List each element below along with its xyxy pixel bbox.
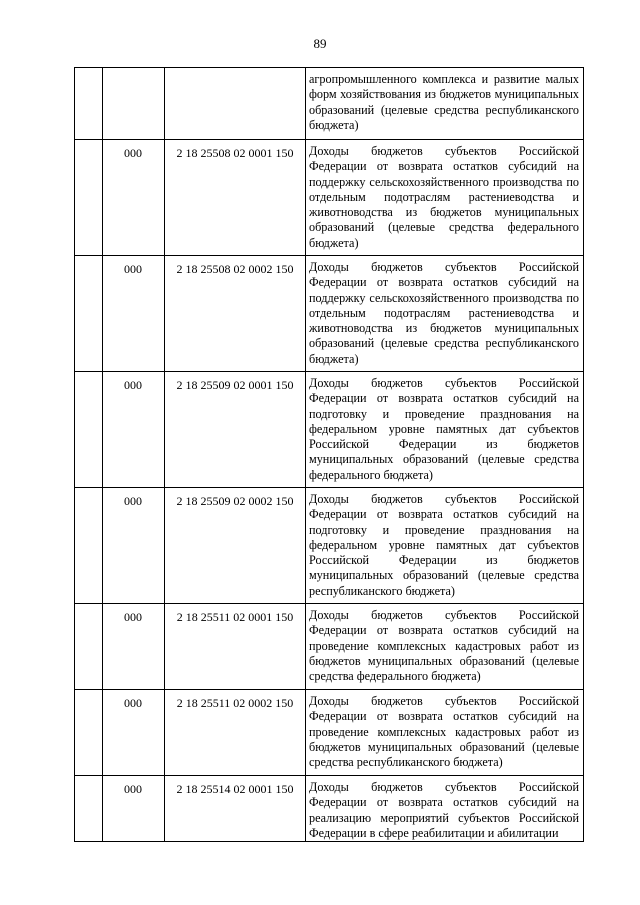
table-row	[75, 139, 583, 256]
admin-code-cell: 000	[124, 610, 142, 624]
table-row	[75, 689, 583, 776]
budget-code-cell: 2 18 25509 02 0001 150	[176, 378, 294, 392]
income-name-cell: Доходы бюджетов субъектов Российской Федерации от возврата остатков субсидий на поддержку сельскохозяйственного производства по отдельным подотраслям растениеводства и животноводства из бюджетов муниципальных образований (целевые средства федерального бюджета)	[309, 144, 579, 250]
table-row	[75, 775, 583, 842]
budget-code-cell: 2 18 25514 02 0001 150	[176, 782, 294, 796]
budget-code-cell: 2 18 25511 02 0001 150	[176, 610, 294, 624]
admin-code-cell: 000	[124, 146, 142, 160]
admin-code-cell: 000	[124, 696, 142, 710]
table-row	[75, 487, 583, 604]
income-name-cell: Доходы бюджетов субъектов Российской Федерации от возврата остатков субсидий на проведение комплексных кадастровых работ из бюджетов муниципальных образований (целевые средства федерального бюджета)	[309, 608, 579, 684]
table-row	[75, 255, 583, 372]
income-name-cell: Доходы бюджетов субъектов Российской Федерации от возврата остатков субсидий на реализацию мероприятий субъектов Российской Федерации в сфере реабилитации и абилитации	[309, 780, 579, 840]
budget-codes-table	[74, 67, 584, 842]
income-name-cell: агропромышленного комплекса и развитие малых форм хозяйствования из бюджетов муниципальных образований (целевые средства республиканского бюджета)	[309, 72, 579, 132]
page-number: 89	[313, 36, 327, 51]
budget-code-cell: 2 18 25511 02 0002 150	[176, 696, 294, 710]
budget-code-cell: 2 18 25508 02 0001 150	[176, 146, 294, 160]
admin-code-cell: 000	[124, 378, 142, 392]
budget-code-cell: 2 18 25508 02 0002 150	[176, 262, 294, 276]
table-row	[75, 603, 583, 690]
admin-code-cell: 000	[124, 262, 142, 276]
income-name-cell: Доходы бюджетов субъектов Российской Федерации от возврата остатков субсидий на поддержку сельскохозяйственного производства по отдельным подотраслям растениеводства и животноводства из бюджетов муниципальных образований (целевые средства республиканского бюджета)	[309, 260, 579, 366]
admin-code-cell: 000	[124, 494, 142, 508]
table-row	[75, 371, 583, 488]
income-name-cell: Доходы бюджетов субъектов Российской Федерации от возврата остатков субсидий на проведение комплексных кадастровых работ из бюджетов муниципальных образований (целевые средства республиканского бюджета)	[309, 694, 579, 770]
admin-code-cell: 000	[124, 782, 142, 796]
income-name-cell: Доходы бюджетов субъектов Российской Федерации от возврата остатков субсидий на подготовку и проведение празднования на федеральном уровне памятных дат субъектов Российской Федерации из бюджетов муниципальных образований (целевые средства республиканского бюджета)	[309, 492, 579, 598]
budget-code-cell: 2 18 25509 02 0002 150	[176, 494, 294, 508]
income-name-cell: Доходы бюджетов субъектов Российской Федерации от возврата остатков субсидий на подготовку и проведение празднования на федеральном уровне памятных дат субъектов Российской Федерации из бюджетов муниципальных образований (целевые средства федерального бюджета)	[309, 376, 579, 482]
table-row	[75, 68, 583, 139]
